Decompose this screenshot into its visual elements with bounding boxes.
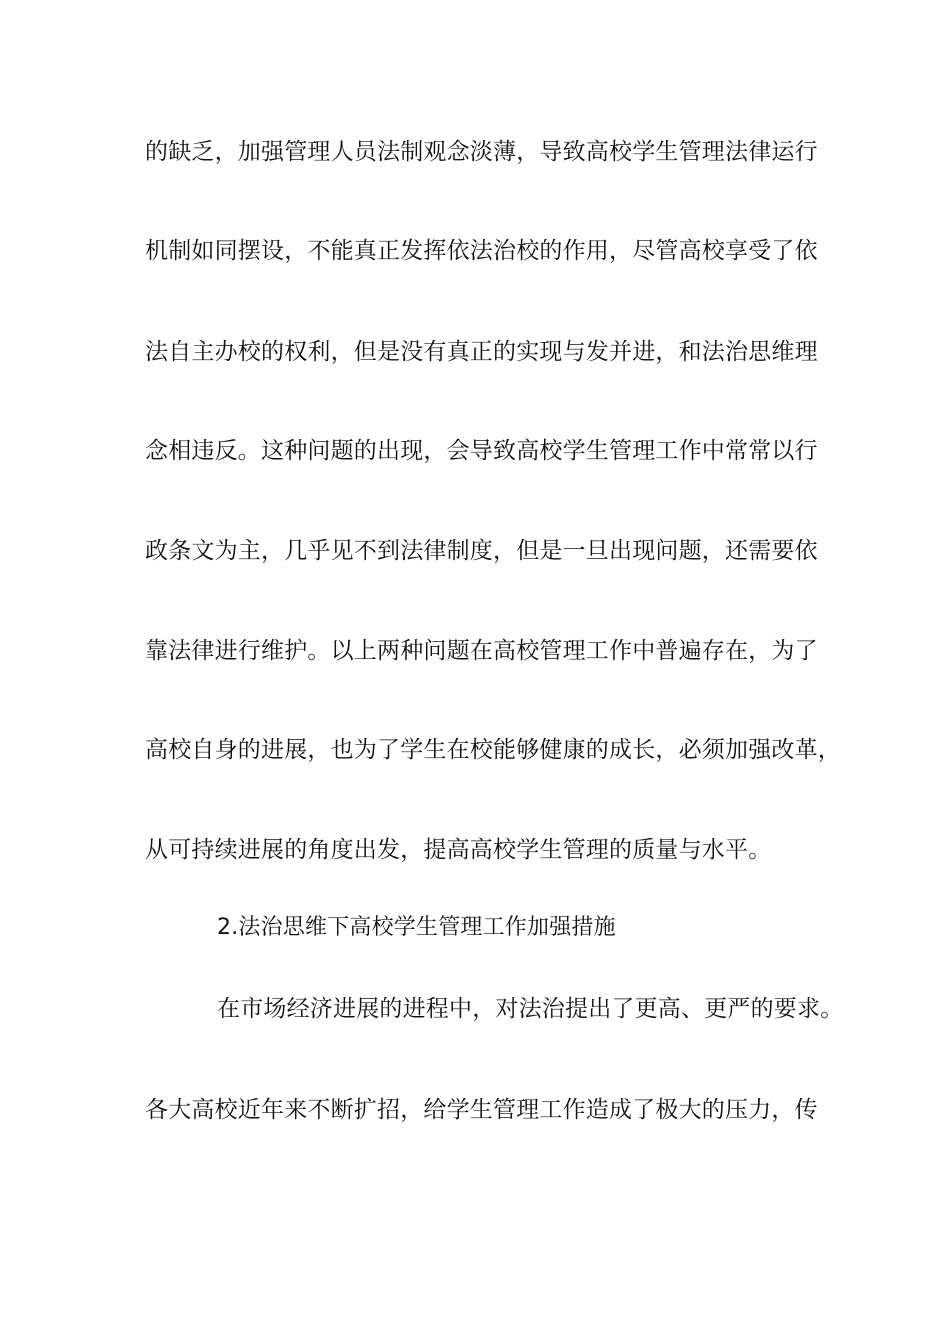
paragraph-line: 政条文为主，几乎见不到法律制度，但是一旦出现问题，还需要依 bbox=[145, 538, 818, 564]
section-heading: 2.法治思维下高校学生管理工作加强措施 bbox=[217, 915, 616, 940]
paragraph-line: 从可持续进展的角度出发，提高高校学生管理的质量与水平。 bbox=[145, 837, 772, 863]
paragraph-line: 机制如同摆设，不能真正发挥依法治校的作用，尽管高校享受了依 bbox=[145, 238, 818, 264]
paragraph-line: 法自主办校的权利，但是没有真正的实现与发并进，和法治思维理 bbox=[145, 339, 818, 365]
paragraph-line: 靠法律进行维护。以上两种问题在高校管理工作中普遍存在，为了 bbox=[145, 638, 818, 664]
paragraph-line: 念相违反。这种问题的出现，会导致高校学生管理工作中常常以行 bbox=[145, 438, 818, 464]
paragraph-line: 的缺乏，加强管理人员法制观念淡薄，导致高校学生管理法律运行 bbox=[145, 139, 818, 165]
paragraph-line: 在市场经济进展的进程中，对法治提出了更高、更严的要求。 bbox=[217, 996, 844, 1022]
paragraph-line: 高校自身的进展，也为了学生在校能够健康的成长，必须加强改革， bbox=[145, 737, 841, 763]
paragraph-line: 各大高校近年来不断扩招，给学生管理工作造成了极大的压力，传 bbox=[145, 1097, 818, 1123]
